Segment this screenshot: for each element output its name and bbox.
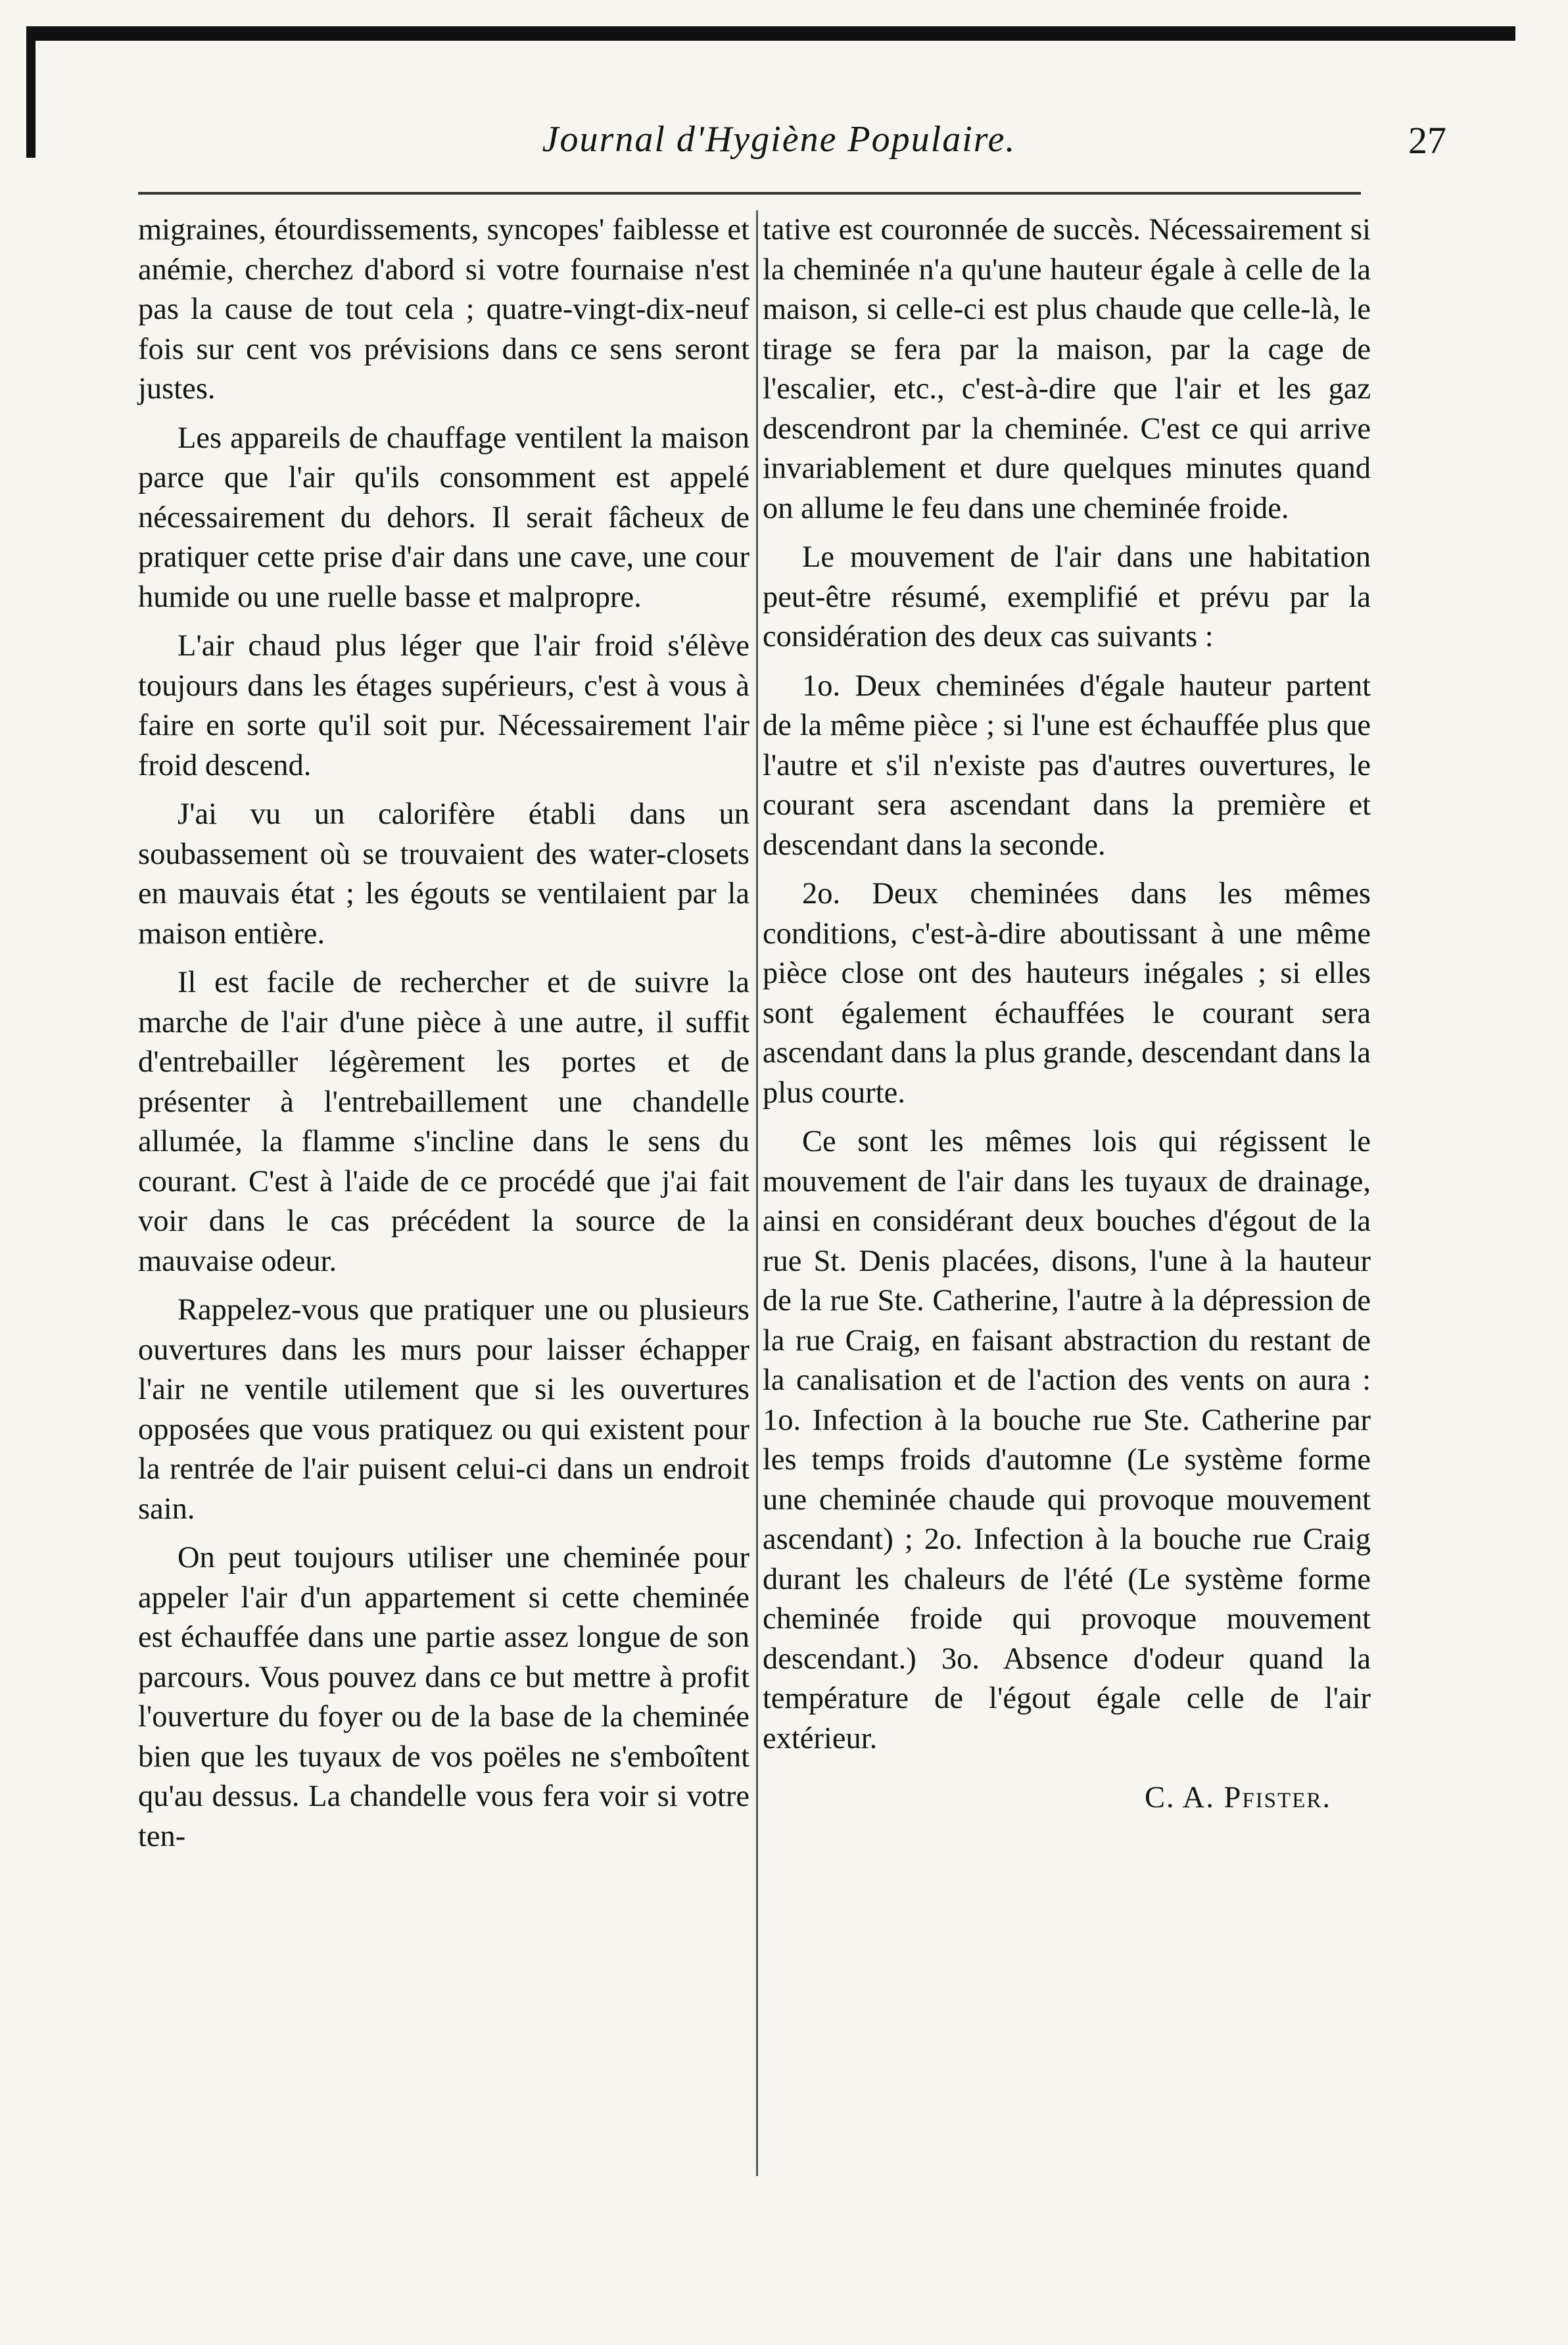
author-signature: C. A. Pfister. xyxy=(1144,1781,1331,1814)
left-border-rule xyxy=(26,26,36,158)
paragraph: tative est couronnée de succès. Nécessairement si la cheminée n'a qu'une hauteur égale à celle de la maison, si celle-ci est plus chaude que celle-là, le tirage se fera par la maison, par la cage de l'escalier, etc., c'est-à-dire que l'air et les gaz descendront par la cheminée. C'est ce qui arrive invariablement et dure quelques minutes quand on allume le feu dans une cheminée froide. xyxy=(763,213,1371,525)
page-number: 27 xyxy=(1408,119,1446,162)
column-divider xyxy=(756,210,758,2176)
paragraph: L'air chaud plus léger que l'air froid s'élève toujours dans les étages supérieurs, c'est à vous à faire en sorte qu'il soit pur. Nécessairement l'air froid descend. xyxy=(138,629,749,782)
running-title: Journal d'Hygiène Populaire. xyxy=(542,119,1016,160)
page-header xyxy=(92,118,1466,178)
paragraph: 2o. Deux cheminées dans les mêmes conditions, c'est-à-dire aboutissant à une même pièce close ont des hauteurs inégales ; si elles sont également échauffées le courant sera ascendant dans la plus grande, descendant dans la plus courte. xyxy=(763,877,1371,1110)
paragraph: Ce sont les mêmes lois qui régissent le mouvement de l'air dans les tuyaux de drainage, ainsi en considérant deux bouches d'égout de la rue St. Denis placées, disons, l'une à la hauteur de la rue Ste. Catherine, l'autre à la dépression de la rue Craig, en faisant abstraction du restant de la canalisation et de l'action des vents on aura : 1o. Infection à la bouche rue Ste. Catherine par les temps froids d'automne (Le système forme une cheminée chaude qui provoque mouvement ascendant) ; 2o. Infection à la bouche rue Craig durant les chaleurs de l'été (Le système forme cheminée froide qui provoque mouvement descendant.) 3o. Absence d'odeur quand la température de l'égout égale celle de l'air extérieur. xyxy=(763,1125,1371,1755)
paragraph: 1o. Deux cheminées d'égale hauteur partent de la même pièce ; si l'une est échauffée plus que l'autre et s'il n'existe pas d'autres ouvertures, le courant sera ascendant dans la première et descendant dans la seconde. xyxy=(763,669,1371,862)
paragraph: Il est facile de rechercher et de suivre la marche de l'air d'une pièce à une autre, il suffit d'entrebailler légèrement les portes et de présenter à l'entrebaillement une chandelle allumée, la flamme s'incline dans le sens du courant. C'est à l'aide de ce procédé que j'ai fait voir dans le cas précédent la source de la mauvaise odeur. xyxy=(138,966,749,1278)
paragraph: J'ai vu un calorifère établi dans un soubassement où se trouvaient des water-closets en mauvais état ; les égouts se ventilaient par la maison entière. xyxy=(138,797,749,951)
paragraph: Les appareils de chauffage ventilent la maison parce que l'air qu'ils consomment est appelé nécessairement du dehors. Il serait fâcheux de pratiquer cette prise d'air dans une cave, une cour humide ou une ruelle basse et malpropre. xyxy=(138,421,749,614)
paragraph: migraines, étourdissements, syncopes' faiblesse et anémie, cherchez d'abord si votre fournaise n'est pas la cause de tout cela ; quatre-vingt-dix-neuf fois sur cent vos prévisions dans ce sens seront justes. xyxy=(138,213,749,406)
left-column xyxy=(138,210,749,1866)
paragraph: Le mouvement de l'air dans une habitation peut-être résumé, exemplifié et prévu par la considération des deux cas suivants : xyxy=(763,540,1371,653)
paragraph: Rappelez-vous que pratiquer une ou plusieurs ouvertures dans les murs pour laisser échapper l'air ne ventile utilement que si les ouvertures opposées que vous pratiquez ou qui existent pour la rentrée de l'air puisent celui-ci dans un endroit sain. xyxy=(138,1293,749,1526)
right-column xyxy=(763,210,1371,1818)
paragraph: On peut toujours utiliser une cheminée pour appeler l'air d'un appartement si cette cheminée est échauffée dans une partie assez longue de son parcours. Vous pouvez dans ce but mettre à profit l'ouverture du foyer ou de la base de la cheminée bien que les tuyaux de vos poëles ne s'emboîtent qu'au dessus. La chandelle vous fera voir si votre ten- xyxy=(138,1541,749,1853)
header-rule xyxy=(138,192,1361,195)
top-border-rule xyxy=(26,26,1515,41)
